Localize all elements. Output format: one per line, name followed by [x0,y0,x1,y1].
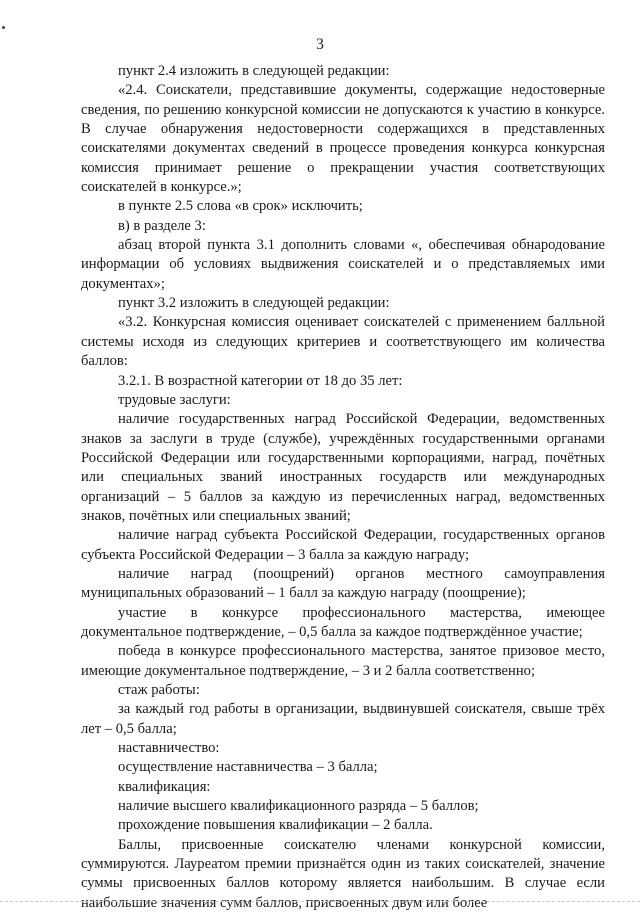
criterion-regional-awards: наличие наград субъекта Российской Федерации, государственных органов субъекта Российской Федерации – 3 балла за каждую награду; [81,527,605,563]
document-body [81,62,605,913]
paragraph-clause-2-4: «2.4. Соискатели, представившие документы, содержащие недостоверные сведения, по решению конкурсной комиссии не допускаются к участию в конкурсе. В случае обнаружения недостоверности содержащихся в представленных соискателями документах сведений в процессе проведения конкурса конкурсная комиссия принимает решение о прекращении участия соответствующих соискателей в конкурсе.»; [81,82,605,196]
heading-mentoring: наставничество: [118,740,220,757]
scan-speck [2,26,5,29]
paragraph-amend-2-5: в пункте 2.5 слова «в срок» исключить; [118,198,363,215]
heading-qualification: квалификация: [118,778,211,795]
criterion-mentoring: осуществление наставничества – 3 балла; [118,759,378,776]
criterion-training: прохождение повышения квалификации – 2 балла. [118,817,433,834]
heading-labor-merits: трудовые заслуги: [118,391,231,408]
paragraph-amend-2-4: пункт 2.4 изложить в следующей редакции: [118,63,390,79]
paragraph-amend-3-1: абзац второй пункта 3.1 дополнить словами «, обеспечивая обнародование информации об условиях выдвижения соискателей и о представляемых ими документах»; [81,237,605,292]
scan-bottom-edge [0,901,640,902]
criterion-contest-victory: победа в конкурсе профессионального мастерства, занятое призовое место, имеющие документальное подтверждение, – 3 и 2 балла соответственно; [81,643,605,679]
criterion-work-years: за каждый год работы в организации, выдвинувшей соискателя, свыше трёх лет – 0,5 балла; [81,701,605,737]
paragraph-scoring-summary: Баллы, присвоенные соискателю членами конкурсной комиссии, суммируются. Лауреатом премии признаётся один из таких соискателей, значение суммы присвоенных баллов которому является наибольшим. В случае если наибольшие значения сумм баллов, присвоенных двум или более [81,836,605,911]
paragraph-clause-3-2-1: 3.2.1. В возрастной категории от 18 до 35 лет: [118,372,403,389]
criterion-contest-participation: участие в конкурсе профессионального мастерства, имеющее документальное подтверждение, – 0,5 балла за каждое подтверждённое участие; [81,604,605,640]
paragraph-section-3: в) в разделе 3: [118,217,206,234]
criterion-highest-grade: наличие высшего квалификационного разряда – 5 баллов; [118,798,479,815]
criterion-municipal-awards: наличие наград (поощрений) органов местного самоуправления муниципальных образований – 1 балл за каждую награду (поощрение); [81,565,605,602]
heading-work-experience: стаж работы: [118,682,200,698]
paragraph-clause-3-2: «3.2. Конкурсная комиссия оценивает соискателей с применением балльной системы исходя из следующих критериев и соответствующего им количества баллов: [81,314,605,370]
paragraph-amend-3-2: пункт 3.2 изложить в следующей редакции: [118,295,390,312]
page-number: 3 [316,36,324,53]
criterion-federal-awards: наличие государственных наград Российской Федерации, ведомственных знаков за заслуги в труде (службе), учреждённых государственными органами Российской Федерации или государственными корпорациями, наград, почётных или специальных званий иностранных государств или международных организаций – 5 баллов за каждую из перечисленных наград, ведомственных знаков, почётных или специальных званий; [81,411,605,524]
